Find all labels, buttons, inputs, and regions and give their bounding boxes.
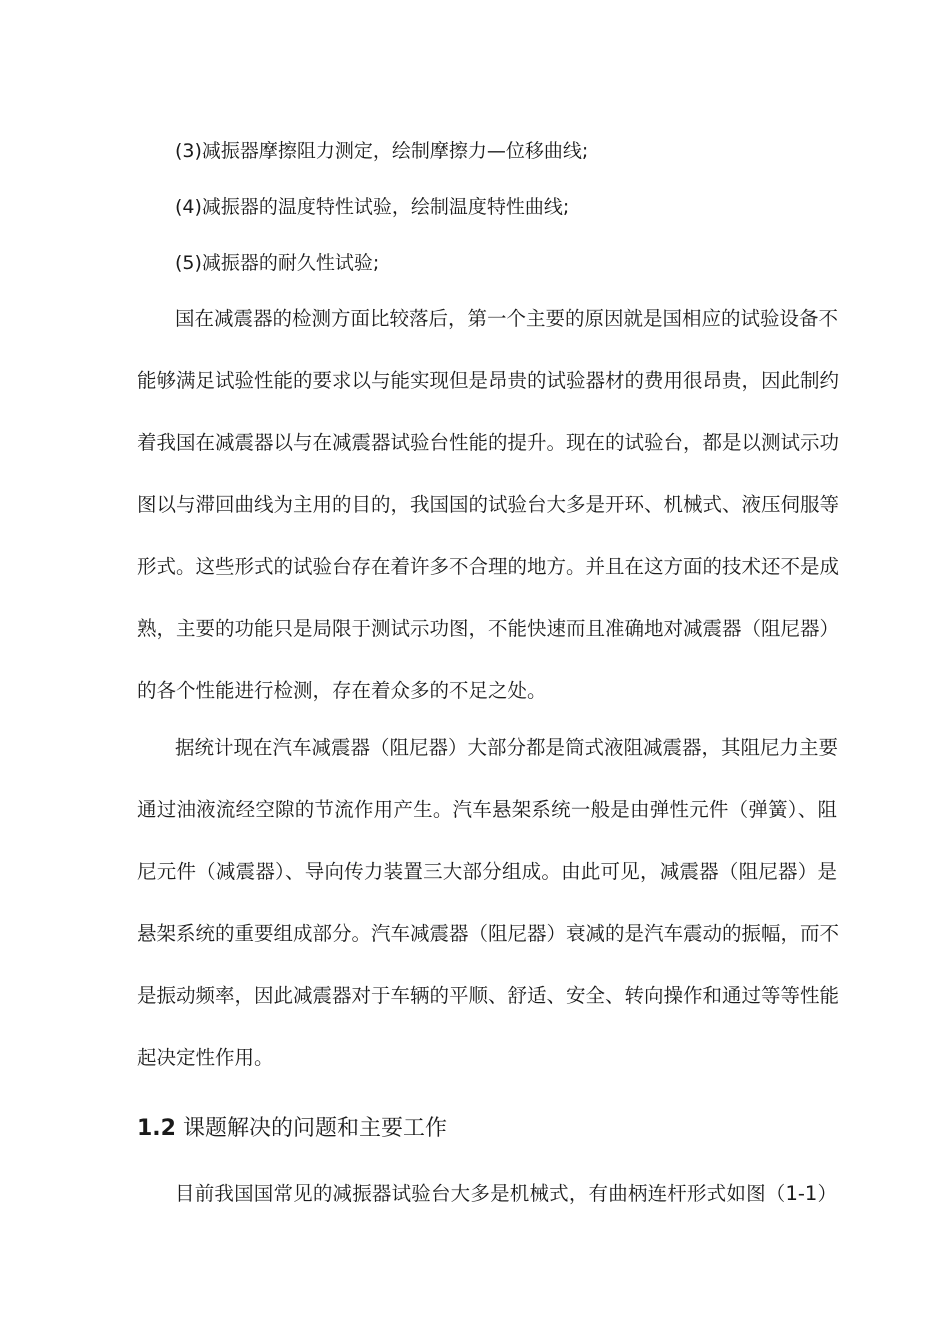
section-number: 1.2 — [137, 1116, 176, 1141]
paragraph-line: 通过油液流经空隙的节流作用产生。汽车悬架系统一般是由弹性元件（弹簧）、阻 — [137, 798, 837, 821]
paragraph-line: 熟，主要的功能只是局限于测试示功图，不能快速而且准确地对减震器（阻尼器） — [137, 617, 840, 640]
paragraph-line: 图以与滞回曲线为主用的目的，我国国的试验台大多是开环、机械式、液压伺服等 — [137, 493, 840, 516]
list-item: (4)减振器的温度特性试验，绘制温度特性曲线; — [175, 196, 570, 218]
paragraph-line: 悬架系统的重要组成部分。汽车减震器（阻尼器）衰减的是汽车震动的振幅，而不 — [137, 922, 840, 945]
paragraph-line: 形式。这些形式的试验台存在着许多不合理的地方。并且在这方面的技术还不是成 — [137, 555, 840, 578]
list-item: (3)减振器摩擦阻力测定，绘制摩擦力—位移曲线; — [175, 140, 589, 162]
paragraph-line: 起决定性作用。 — [137, 1046, 274, 1069]
paragraph-line: 尼元件（减震器）、导向传力装置三大部分组成。由此可见，减震器（阻尼器）是 — [137, 860, 837, 883]
paragraph-line: 国在减震器的检测方面比较落后，第一个主要的原因就是国相应的试验设备不 — [175, 307, 839, 330]
section-heading — [137, 1115, 447, 1143]
paragraph-line: 目前我国国常见的减振器试验台大多是机械式，有曲柄连杆形式如图（1-1） — [175, 1182, 837, 1205]
paragraph-line: 是振动频率，因此减震器对于车辆的平顺、舒适、安全、转向操作和通过等等性能 — [137, 984, 840, 1007]
paragraph-line: 能够满足试验性能的要求以与能实现但是昂贵的试验器材的费用很昂贵，因此制约 — [137, 369, 840, 392]
paragraph-line: 的各个性能进行检测，存在着众多的不足之处。 — [137, 679, 547, 702]
paragraph-line: 着我国在减震器以与在减震器试验台性能的提升。现在的试验台，都是以测试示功 — [137, 431, 840, 454]
paragraph-line: 据统计现在汽车减震器（阻尼器）大部分都是筒式液阻减震器，其阻尼力主要 — [175, 736, 839, 759]
section-title: 课题解决的问题和主要工作 — [182, 1116, 447, 1141]
list-item: (5)减振器的耐久性试验; — [175, 252, 380, 274]
